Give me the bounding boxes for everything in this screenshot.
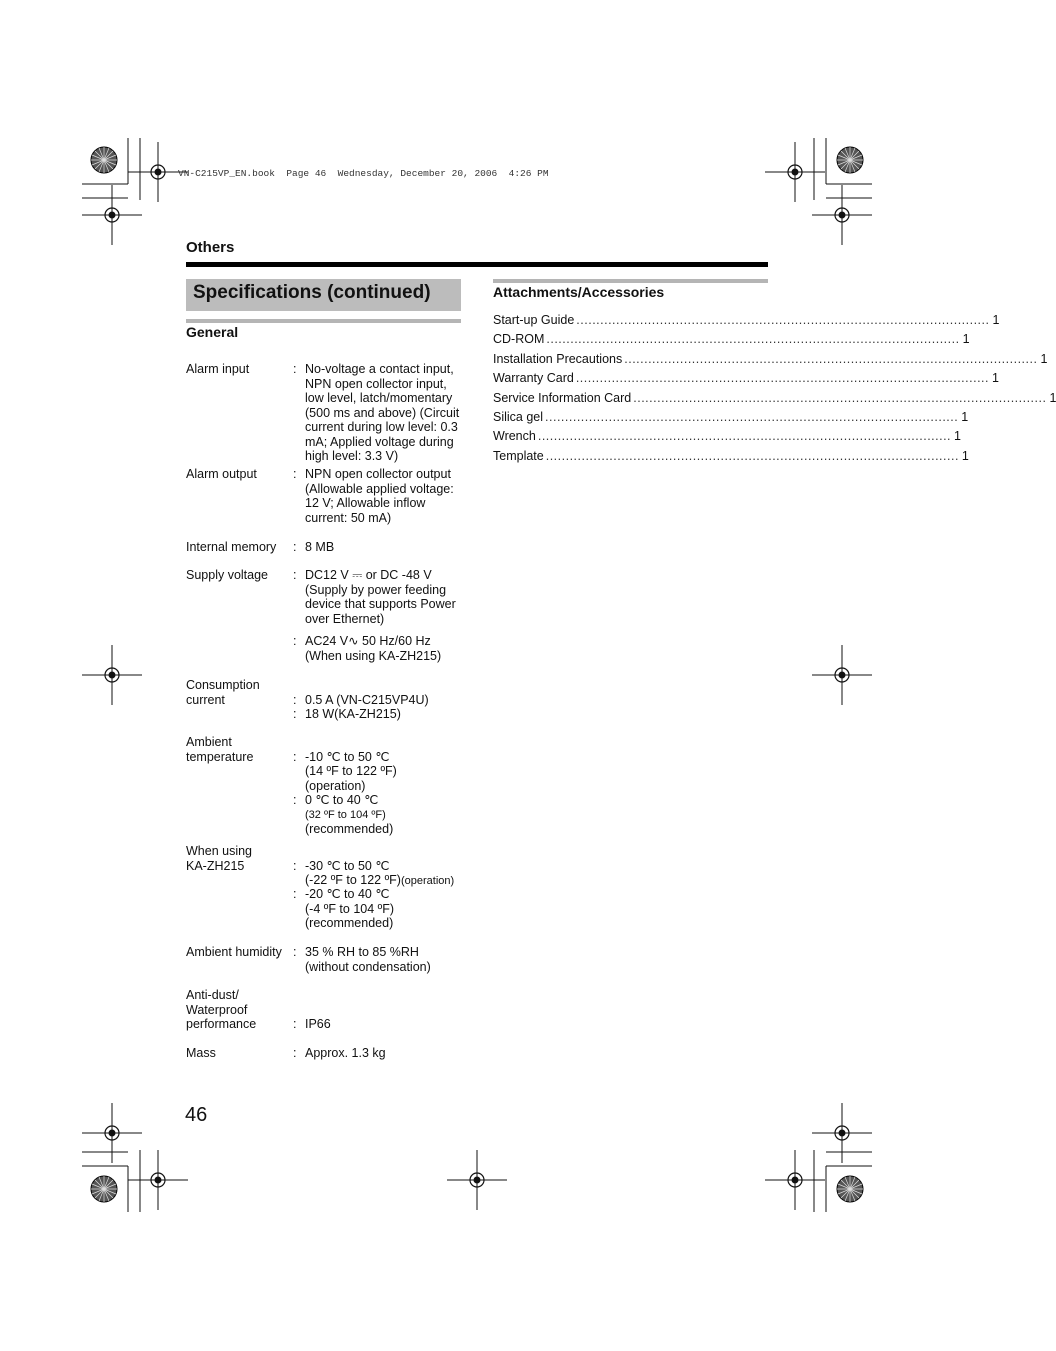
spec-colon: : [293, 749, 297, 764]
spec-colon: : [293, 707, 297, 721]
spec-colon: : [293, 568, 297, 582]
spec-colon: : [293, 467, 297, 481]
spec-value-operation: -30 ℃ to 50 ℃ (-22 ºF to 122 ºF)(operation) [305, 858, 455, 887]
accessories-rule [493, 279, 768, 283]
spec-value: 8 MB [305, 540, 335, 554]
spec-colon: : [293, 945, 297, 959]
list-item: Warranty Card ........................................................................................................ 1 [493, 371, 999, 386]
spec-colon: : [293, 634, 297, 648]
spec-label: Alarm output [186, 467, 257, 481]
spec-value-operation: -10 ℃ to 50 ℃ (14 ºF to 122 ºF) (operation) [305, 749, 397, 793]
accessories-heading: Attachments/Accessories [493, 284, 665, 300]
page-title: Specifications (continued) [193, 282, 431, 303]
spec-value: NPN open collector output (Allowable applied voltage: 12 V; Allowable inflow current: 50 mA) [305, 467, 454, 525]
spec-value-dc: DC12 V ⎓ or DC -48 V (Supply by power feeding device that supports Power over Ethernet) [305, 568, 456, 626]
list-item: Silica gel ........................................................................................................ 1 [493, 409, 969, 424]
spec-value: 35 % RH to 85 %RH (without condensation) [305, 945, 431, 974]
general-heading: General [186, 324, 239, 340]
spec-value: No-voltage a contact input, NPN open collector input, low level, latch/momentary (500 ms and above) (Circuit current during low level: 0.3 mA; Applied voltage during high level: 3.3 V) [305, 362, 460, 463]
spec-value-recommended: -20 ℃ to 40 ℃ (-4 ºF to 104 ºF) (recommended) [305, 887, 395, 930]
page-number: 46 [185, 1104, 208, 1126]
spec-colon: : [293, 793, 297, 807]
spec-colon: : [293, 540, 297, 554]
spec-label: Alarm input [186, 362, 250, 376]
spec-label: Ambient temperature [186, 735, 254, 764]
spec-label: Supply voltage [186, 568, 269, 582]
spec-label: Ambient humidity [186, 945, 282, 959]
list-item: CD-ROM ........................................................................................................ 1 [493, 332, 970, 347]
list-item: Service Information Card ........................................................................................................ 1 [493, 390, 1056, 405]
spec-value-ac: AC24 V∿ 50 Hz/60 Hz (When using KA-ZH215) [305, 634, 442, 663]
list-item: Installation Precautions ........................................................................................................ 1 [493, 351, 1048, 366]
spec-label: Internal memory [186, 540, 277, 554]
general-rule [186, 319, 461, 323]
list-item: Start-up Guide ........................................................................................................ 1 [493, 313, 1000, 327]
spec-colon: : [293, 1017, 297, 1031]
section-label: Others [186, 239, 235, 256]
spec-colon: : [293, 858, 297, 873]
spec-colon: : [293, 887, 297, 901]
spec-label: Mass [186, 1046, 216, 1060]
spec-label: When using KA-ZH215 [186, 844, 253, 873]
list-item: Template ........................................................................................................ 1 [493, 448, 969, 463]
list-item: Wrench ........................................................................................................ 1 [493, 429, 961, 444]
spec-colon: : [293, 362, 297, 376]
spec-value: IP66 [305, 1017, 331, 1031]
spec-value-recommended: 0 ℃ to 40 ℃ (32 ºF to 104 ºF) (recommended) [305, 793, 394, 836]
spec-label: Consumption current [186, 678, 260, 707]
print-slug: VN-C215VP_EN.book Page 46 Wednesday, December 20, 2006 4:26 PM [178, 168, 549, 179]
spec-label: Anti-dust/ Waterproof performance [186, 988, 257, 1031]
spec-colon: : [293, 1046, 297, 1060]
page-title-box [186, 279, 461, 311]
spec-value: 0.5 A (VN-C215VP4U) 18 W(KA-ZH215) [305, 692, 429, 721]
header-rule [186, 262, 768, 267]
spec-value: Approx. 1.3 kg [305, 1046, 386, 1060]
spec-colon: : [293, 692, 297, 707]
accessories-list [493, 313, 1056, 468]
